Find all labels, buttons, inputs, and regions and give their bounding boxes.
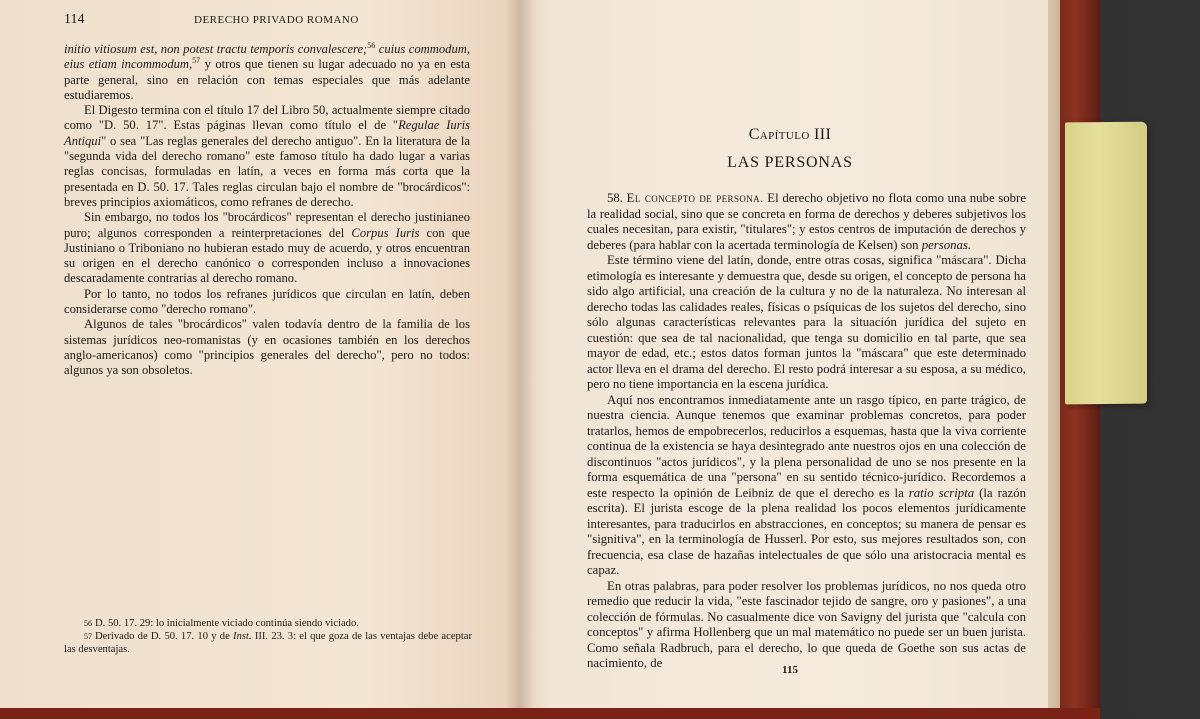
right-page xyxy=(520,0,1060,712)
text-run: Aquí nos encontramos inmediatamente ante un rasgo típico, en parte trágico, de nuestra ciencia. Aunque tenemos que examinar problemas concretos, para poder tratarlos, hemos de empobrecerlos, reducirlos a esquemas, hasta que la viva corriente continua de la existencia se haya desintegrado ante nuestros ojos en una colección de discontinuos "actos jurídicos", y la plena personalidad de uno se nos presente en la forma esquemática de una "persona" en su sentido técnico-jurídico. Recordemos a este respecto la opinión de Leibniz de que el derecho es la xyxy=(587,392,1026,500)
chapter-label: Capítulo III xyxy=(748,126,832,143)
page-number-left: 114 xyxy=(64,12,85,27)
section-number: 58. xyxy=(607,191,623,205)
latin-phrase: Regulae Iuris Antiqui xyxy=(64,118,471,148)
text-run: con que Justiniano o Triboniano no hubieran estado muy de acuerdo, y otros encuentran su origen en el derecho canónico o corresponden incluso a innovaciones descaradamente contrarias al derecho romano. xyxy=(64,225,470,286)
footnote xyxy=(64,617,472,630)
paragraph: Este término viene del latín, donde, entre otras cosas, significa "máscara". Dicha etimología es interesante y demuestra que, desde su origen, el concepto de persona ha sido algo artificial, una creación de la cultura y no de la naturaleza. No interesan al derecho todas las calidades reales, físicas o psíquicas de los sujetos del derecho, sino sólo algunas características relevantes para la situación jurídica del sujeto en cuestión: que sea de tal nacionalidad, que tenga su domicilio en tal parte, que sea mayor de edad, etc.; estos datos forman juntos la "máscara" que este determinado actor lleva en el drama del derecho. El resto podrá interesar a su esposa, a su médico, pero no tiene importancia en la escena jurídica. xyxy=(587,253,1026,391)
paragraph xyxy=(587,393,1026,579)
footnote-text: D. 50. 17. 29: lo inicialmente viciado continúa siendo viciado. xyxy=(95,618,359,629)
footnote-number: 56 xyxy=(84,619,92,628)
latin-phrase: cuius commodum, eius etiam incommodum, xyxy=(64,42,470,72)
text-run: El derecho objetivo no flota como una nube sobre la realidad social, sino que se concreta en forma de derechos y deberes subjetivos los cuales necesitan, para existir, "titulares"; y estos centros de imputación de derechos y deberes (para hablar con la acertada terminología de Kelsen) son xyxy=(587,191,1026,252)
emphasis: personas. xyxy=(921,237,972,252)
footnote-text: Derivado de D. 50. 17. 10 y de xyxy=(95,631,234,642)
page-number-right: 115 xyxy=(782,664,798,676)
right-page-body xyxy=(587,191,1026,672)
text-run: Sin embargo, no todos los "brocárdicos" representan el derecho justinianeo puro; algunos corresponden a reinterpretaciones del xyxy=(64,210,470,240)
paragraph xyxy=(64,42,470,103)
footnote xyxy=(64,630,472,656)
paragraph xyxy=(587,191,1026,253)
book-binding xyxy=(0,708,1100,719)
latin-phrase: Corpus Iuris xyxy=(351,225,420,240)
paragraph: En otras palabras, para poder resolver los problemas jurídicos, no nos queda otro remedio que reducir la vida, "este fascinador tejido de sangre, oro y pasiones", a una colección de fórmulas. No casualmente dice von Savigny del jurista que "calcula con conceptos" y afirma Hollenberg que un mal matemático no puede ser un buen jurista. Como señala Radbruch, para el derecho, lo que queda de Goethe son sus actas de nacimiento, de xyxy=(587,578,1026,670)
paragraph: Por lo tanto, no todos los refranes jurídicos que circulan en latín, deben considerarse como "derecho romano". xyxy=(64,286,470,317)
text-run: " o sea "Las reglas generales del derecho antiguo". En la literatura de la "segunda vida del derecho romano" este famoso título ha dado lugar a varias reglas concisas, formuladas en latín, a veces en forma más corta que la presentada en D. 50. 17. Tales reglas circulan bajo el nombre de "brocárdicos": breves principios axiomáticos, como refranes de derecho. xyxy=(64,133,470,209)
footnote-text: III. 23. 3: el que goza de las ventajas debe aceptar las desventajas. xyxy=(64,631,472,655)
running-title: DERECHO PRIVADO ROMANO xyxy=(194,14,359,26)
text-run: El Digesto termina con el título 17 del Libro 50, actualmente siempre citado como "D. 50. 17". Estas páginas llevan como título el de " xyxy=(64,103,470,133)
footnote-ref: 56 xyxy=(367,40,376,50)
footnote-number: 57 xyxy=(84,632,92,641)
text-run: y otros que tienen su lugar adecuado no ya en esta parte general, sino en relación con temas especiales que más adelante estudiaremos. xyxy=(64,57,470,102)
paragraph xyxy=(64,103,470,210)
sticky-note[interactable] xyxy=(1065,122,1147,405)
latin-phrase: ratio scripta xyxy=(908,485,975,500)
chapter-title: LAS PERSONAS xyxy=(727,154,853,171)
paragraph: Algunos de tales "brocárdicos" valen todavía dentro de la familia de los sistemas jurídicos neo-romanistas (y en ocasiones también en los derechos anglo-americanos) como "principios generales del derecho", pero no todos: algunos ya son obsoletos. xyxy=(64,317,470,378)
section-heading: El concepto de persona. xyxy=(626,191,764,205)
paragraph xyxy=(64,210,470,286)
footnote-ref: 57 xyxy=(192,56,201,66)
footnotes xyxy=(64,617,472,656)
left-page-body xyxy=(64,42,470,379)
left-page xyxy=(0,0,520,712)
latin-phrase: initio vitiosum est, non potest tractu temporis convalescere; xyxy=(64,42,368,56)
text-run: (la razón escrita). El jurista escoge de la plena realidad los pocos elementos jurídicamente interesantes, para traducirlos en abstracciones, en conceptos; su manera de pensar es "signitiva", en la terminología de Husserl. Por esto, sus mejores resultados son, con frecuencia, esa clase de hazañas intelectuales de que sólo una aristocracia mental es capaz. xyxy=(587,485,1026,577)
latin-phrase: Inst. xyxy=(233,631,252,642)
